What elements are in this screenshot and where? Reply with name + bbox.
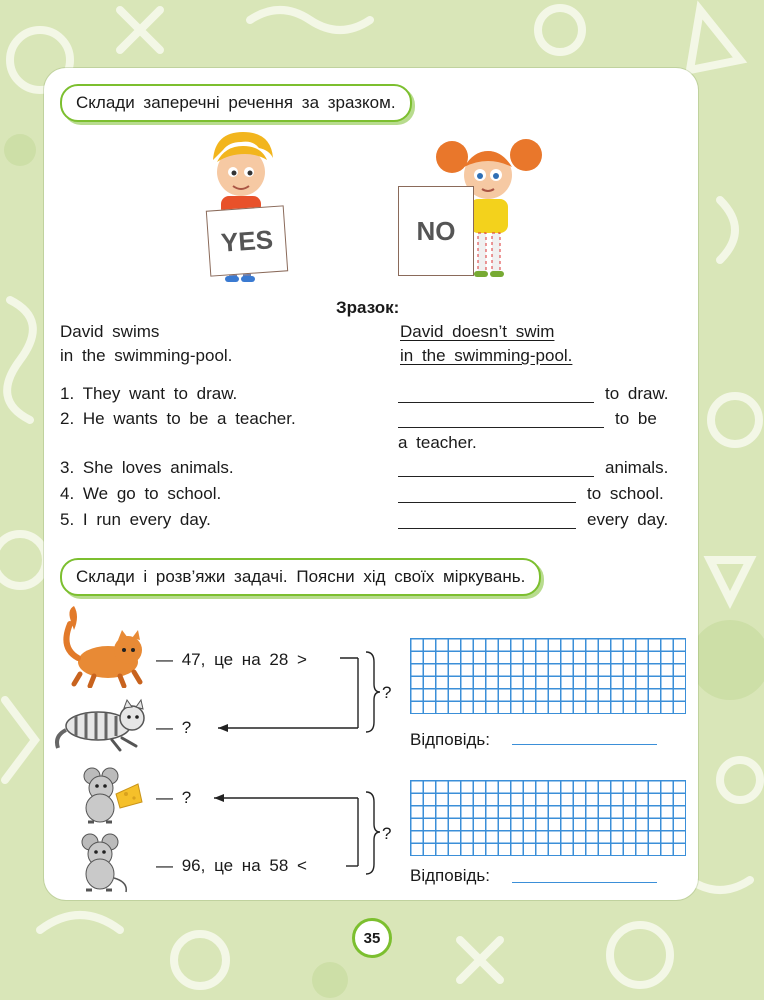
item-2-ending: to be [615,409,657,428]
problem2-solution-grid[interactable] [410,780,686,856]
problem1-cat2-text: — ? [156,718,192,737]
problem2-question-mark: ? [382,824,392,843]
sample-left-line1: David swims [60,322,160,341]
sample-left-line2: in the swimming-pool. [60,346,233,365]
problem1-arrow-bracket [210,648,400,738]
problem2-arrow-bracket [206,788,396,880]
problem1-answer-line[interactable] [512,744,657,745]
orange-cat-illustration [58,604,150,688]
problem2-mouse2-text: — 96, це на 58 < [156,856,307,875]
item-2-ending-line2: a teacher. [398,433,477,452]
problem1-answer-label: Відповідь: [410,730,491,749]
exercise-item-5: 5. I run every day. [60,510,211,529]
grey-cat-illustration [52,696,152,754]
answer-blank-3[interactable] [398,476,594,477]
exercise-item-3: 3. She loves animals. [60,458,234,477]
item-3-ending: animals. [605,458,669,477]
exercise-item-4: 4. We go to school. [60,484,222,503]
answer-blank-1[interactable] [398,402,594,403]
problem1-solution-grid[interactable] [410,638,686,714]
item-1-ending: to draw. [605,384,669,403]
exercise-item-1: 1. They want to draw. [60,384,238,403]
problem1-question-mark: ? [382,683,392,702]
answer-blank-4[interactable] [398,502,576,503]
answer-blank-2[interactable] [398,427,604,428]
exercise-item-2: 2. He wants to be a teacher. [60,409,296,428]
problem2-mouse1-text: — ? [156,788,192,807]
item-4-ending: to school. [587,484,664,503]
problem1-cat1-text: — 47, це на 28 > [156,650,307,669]
task1-instruction: Склади заперечні речення за зразком. [60,84,412,122]
mouse-with-cheese-illustration [74,766,144,826]
mouse-illustration [74,832,134,894]
sample-right-line1: David doesn’t swim [400,322,555,341]
answer-blank-5[interactable] [398,528,576,529]
item-5-ending: every day. [587,510,669,529]
yes-sign: YES [206,205,288,276]
page-number: 35 [352,918,392,958]
sample-right-line2: in the swimming-pool. [400,346,573,365]
sample-label: Зразок: [336,298,400,317]
problem2-answer-line[interactable] [512,882,657,883]
task2-instruction: Склади і розв’яжи задачі. Поясни хід своїх міркувань. [60,558,541,596]
problem2-answer-label: Відповідь: [410,866,491,885]
no-sign: NO [398,186,474,276]
